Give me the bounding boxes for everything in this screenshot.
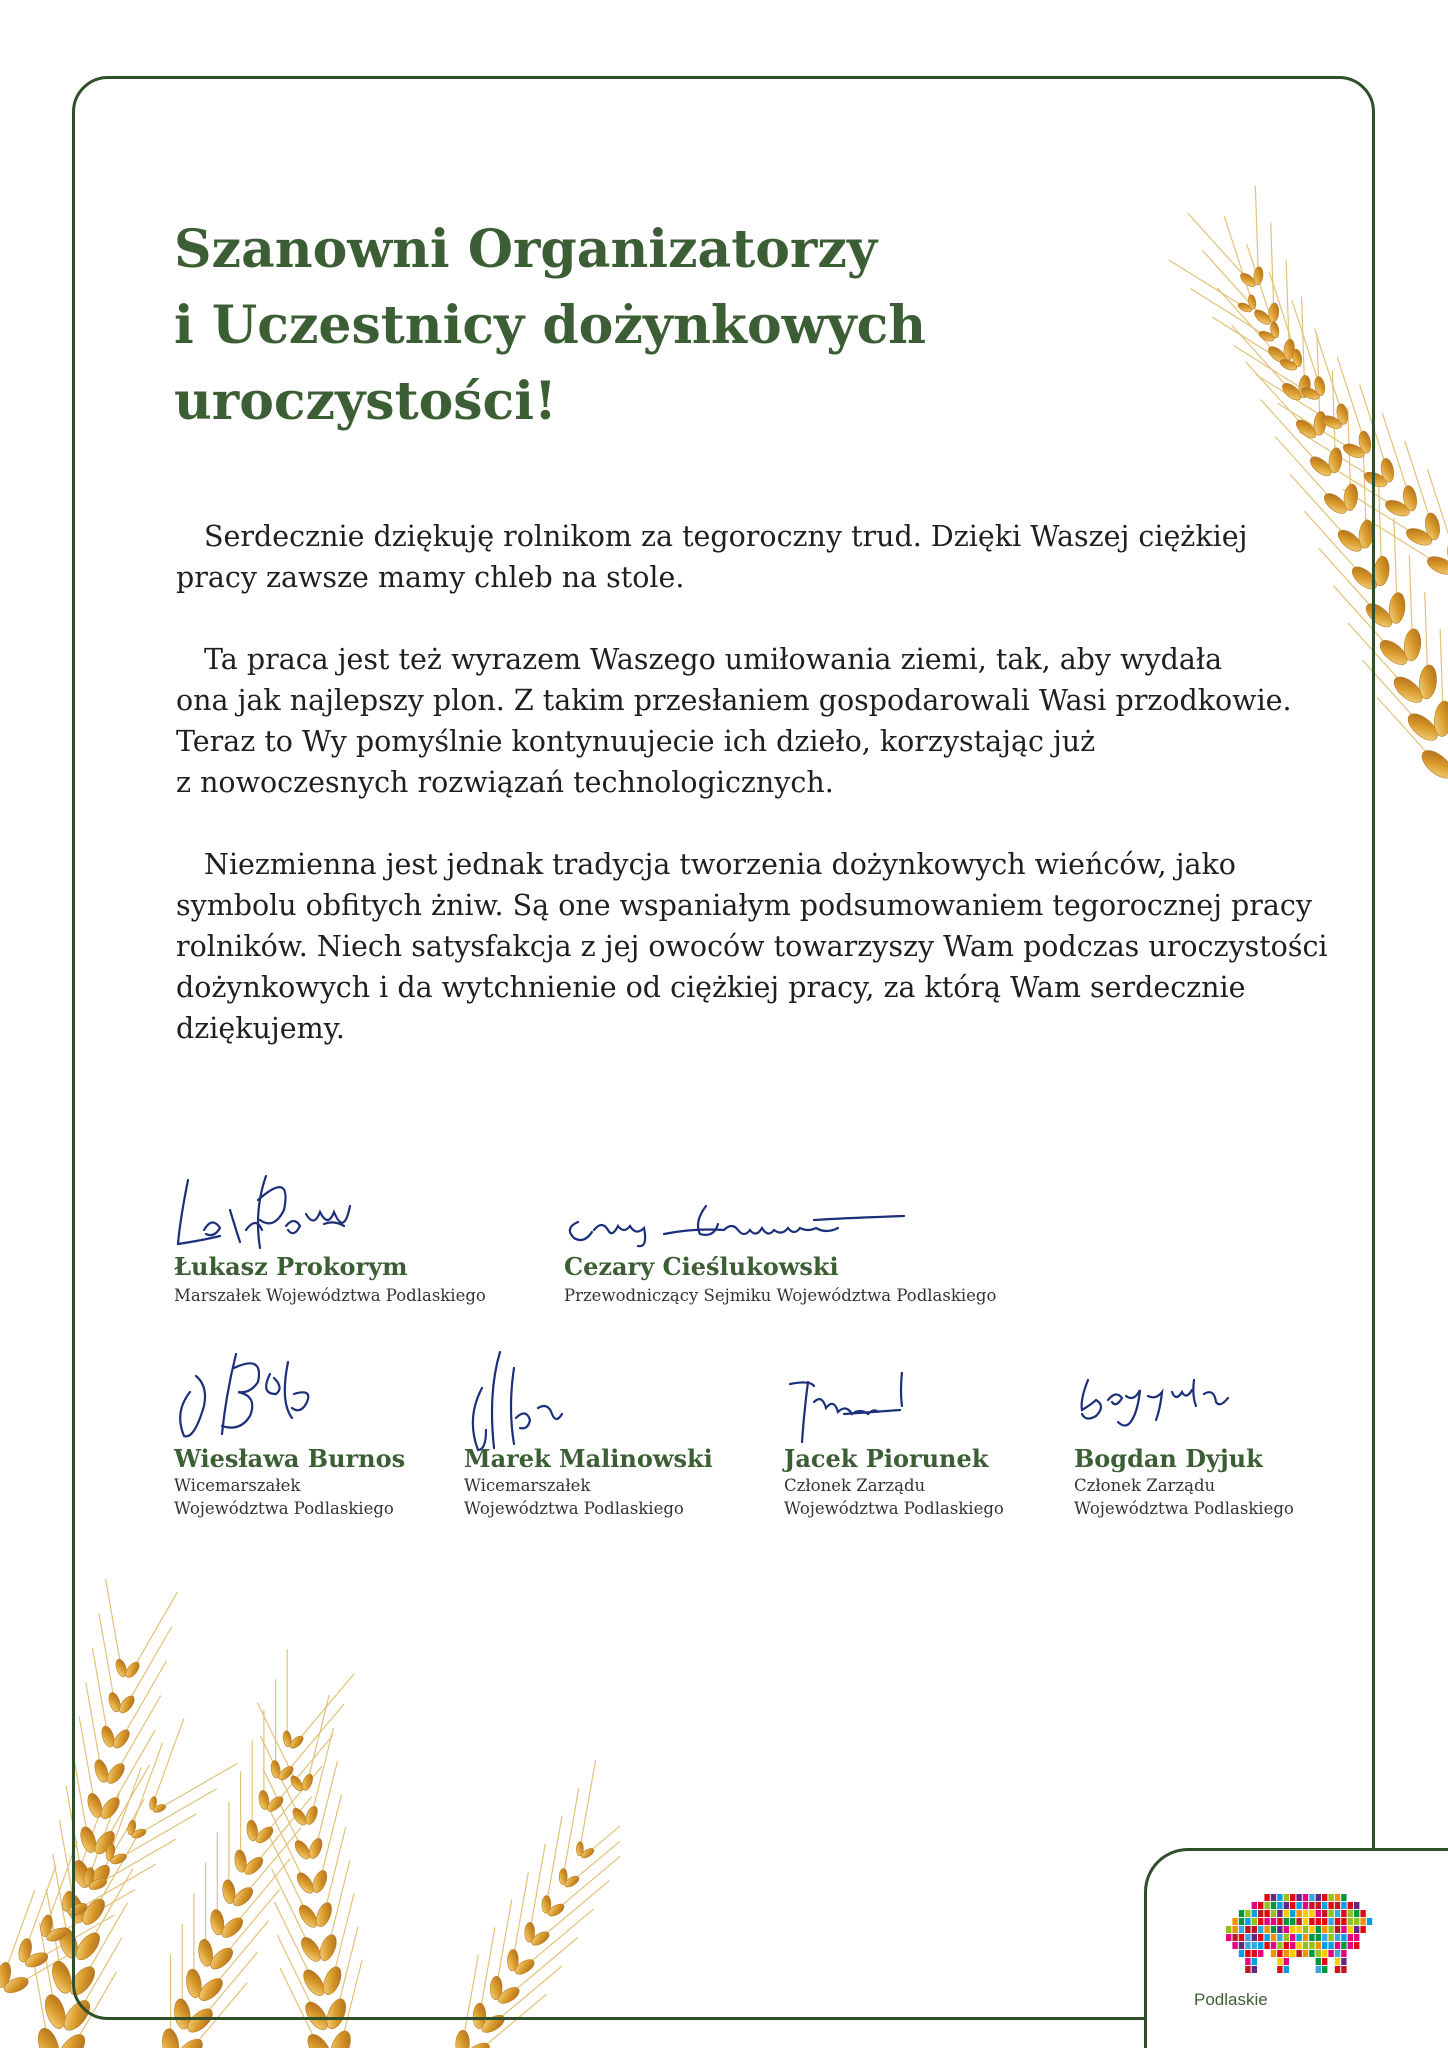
signature-block xyxy=(564,1180,1004,1310)
signature-block xyxy=(174,1160,494,1310)
signatory-name: Łukasz Prokorym xyxy=(174,1252,408,1281)
letter-heading xyxy=(174,212,1074,440)
signature-block xyxy=(784,1348,1044,1528)
handwritten-signature xyxy=(174,1170,374,1256)
signatory-name: Wiesława Burnos xyxy=(174,1444,406,1473)
text-line: dożynkowych i da wytchnienie od ciężkiej pracy, za którą Wam serdecznie xyxy=(176,971,1246,1004)
signatory-role xyxy=(174,1474,394,1520)
text-line: Ta praca jest też wyrazem Waszego umiłowania ziemi, tak, aby wydała xyxy=(204,643,1223,676)
text-line: ona jak najlepszy plon. Z takim przesłaniem gospodarowali Wasi przodkowie. xyxy=(176,684,1292,717)
signatory-name: Marek Malinowski xyxy=(464,1444,713,1473)
signatory-role xyxy=(1074,1474,1294,1520)
text-line: symbolu obfitych żniw. Są one wspaniałym podsumowaniem tegorocznej pracy xyxy=(176,889,1312,922)
handwritten-signature xyxy=(174,1348,334,1444)
heading-line-1: Szanowni Organizatorzy xyxy=(174,219,878,280)
text-line: Serdecznie dziękuję rolnikom za tegoroczny trud. Dzięki Waszej ciężkiej xyxy=(204,520,1248,553)
role-line: Województwa Podlaskiego xyxy=(784,1499,1004,1518)
text-line: z nowoczesnych rozwiązań technologicznych. xyxy=(176,766,834,799)
text-line: Teraz to Wy pomyślnie kontynuujecie ich dzieło, korzystając już xyxy=(176,725,1096,758)
signatory-name: Bogdan Dyjuk xyxy=(1074,1444,1263,1473)
role-line: Wicemarszałek xyxy=(464,1476,591,1495)
paragraph-3 xyxy=(176,844,1328,1049)
signature-block xyxy=(174,1348,434,1528)
text-line: pracy zawsze mamy chleb na stole. xyxy=(176,561,685,594)
signatory-role xyxy=(174,1284,486,1307)
role-line: Członek Zarządu xyxy=(784,1476,926,1495)
text-line: rolników. Niech satysfakcja z jej owoców towarzyszy Wam podczas uroczystości xyxy=(176,930,1328,963)
logo-label: Podlaskie xyxy=(1194,1990,1268,2009)
role-line: Województwa Podlaskiego xyxy=(174,1499,394,1518)
heading-line-3: uroczystości! xyxy=(174,371,557,432)
text-line: Niezmienna jest jednak tradycja tworzenia dożynkowych wieńców, jako xyxy=(204,848,1236,881)
heading-line-2: i Uczestnicy dożynkowych xyxy=(174,295,927,356)
handwritten-signature xyxy=(1074,1370,1244,1440)
signature-block xyxy=(464,1348,724,1528)
signatory-role xyxy=(784,1474,1004,1520)
role-line: Marszałek Województwa Podlaskiego xyxy=(174,1286,486,1305)
letter-body xyxy=(176,516,1328,1090)
handwritten-signature xyxy=(784,1372,924,1448)
role-line: Wicemarszałek xyxy=(174,1476,301,1495)
paragraph-1 xyxy=(176,516,1266,598)
signature-block xyxy=(1074,1348,1334,1528)
signatory-role xyxy=(464,1474,684,1520)
signatory-name: Jacek Piorunek xyxy=(784,1444,989,1473)
paragraph-2 xyxy=(176,639,1292,803)
text-line: dziękujemy. xyxy=(176,1012,345,1045)
role-line: Województwa Podlaskiego xyxy=(1074,1499,1294,1518)
role-line: Przewodniczący Sejmiku Województwa Podlaskiego xyxy=(564,1286,997,1305)
handwritten-signature xyxy=(564,1194,924,1254)
role-line: Województwa Podlaskiego xyxy=(464,1499,684,1518)
role-line: Członek Zarządu xyxy=(1074,1476,1216,1495)
signatory-role xyxy=(564,1284,996,1307)
signatory-name: Cezary Cieślukowski xyxy=(564,1252,839,1281)
handwritten-signature xyxy=(464,1348,604,1458)
